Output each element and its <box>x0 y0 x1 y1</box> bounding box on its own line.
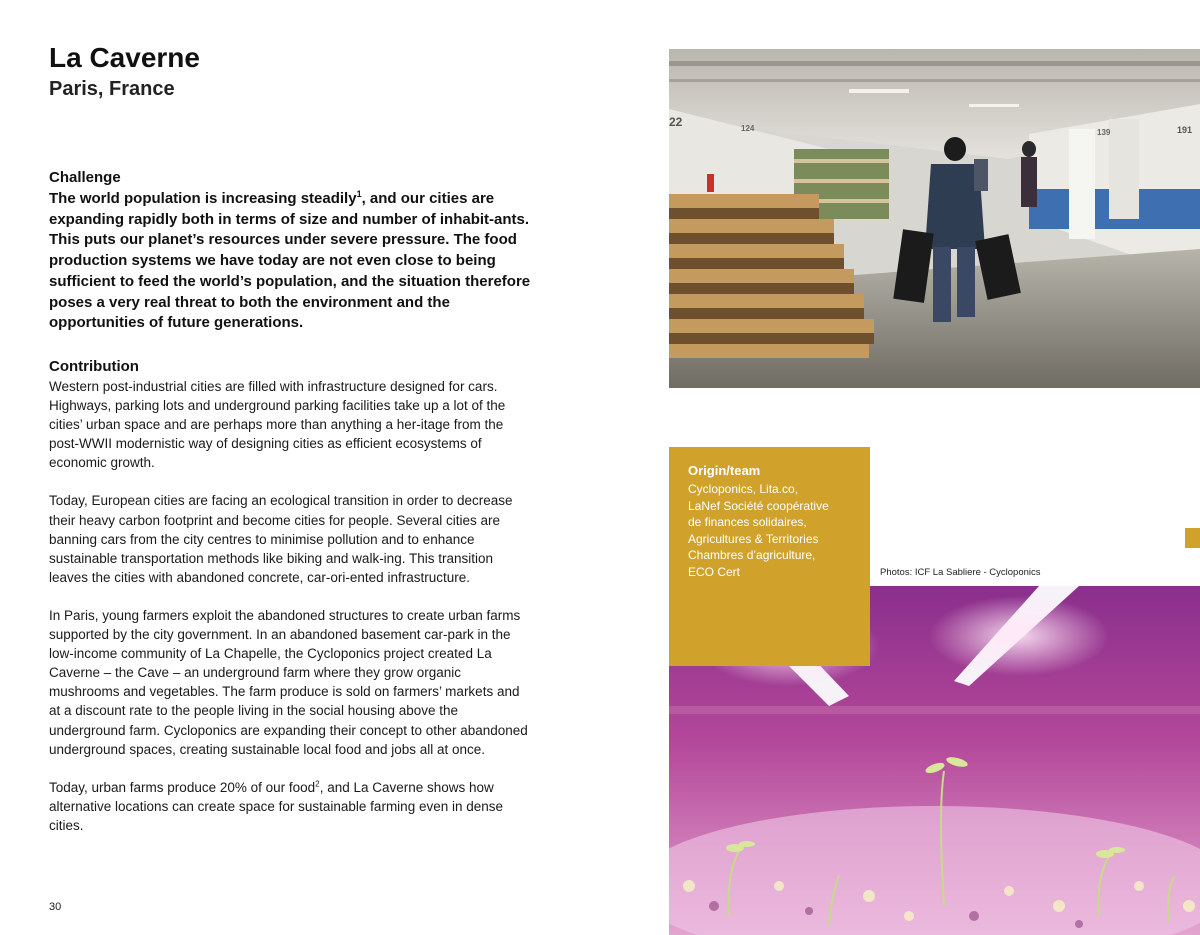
contribution-heading: Contribution <box>49 358 139 375</box>
origin-team-box <box>669 447 870 666</box>
challenge-text-start: The world population is increasing steadily <box>49 190 357 207</box>
contribution-paragraph-2: Today, European cities are facing an ecological transition in order to decrease their heavy carbon footprint and become cities for people. Several cities are banning cars from the city centres to minimise pollution and to enhance sustainable transportation methods like biking and walk-ing. This transition leaves the cities with abandoned concrete, car-ori-ented infrastructure. <box>49 493 513 585</box>
page-number: 30 <box>49 901 62 913</box>
team-member: de finances solidaires, <box>688 515 807 529</box>
contribution-paragraph-1: Western post-industrial cities are filled with infrastructure designed for cars. Highways, parking lots and underground parking facilities take up a lot of the cities’ urban space and are perhaps more than anything a her-itage from the post-WWII modernistic way of designing cities as efficient ecosystems of economic growth. <box>49 379 506 471</box>
underground-farm-illustration <box>669 49 1200 388</box>
parking-number-4: 191 <box>1177 125 1193 135</box>
team-member: Chambres d’agriculture, <box>688 548 816 562</box>
paragraph-4-start: Today, urban farms produce 20% of our food <box>49 779 316 795</box>
team-member: Cycloponics, Lita.co, <box>688 482 799 496</box>
team-member: ECO Cert <box>688 564 741 579</box>
parking-number-1: 22 <box>669 115 683 129</box>
challenge-text <box>49 189 534 334</box>
footnote-ref-1: 1 <box>356 189 362 199</box>
parking-number-3: 139 <box>1097 128 1111 137</box>
photo-underground-farm <box>669 49 1200 388</box>
footnote-ref-2: 2 <box>315 779 320 789</box>
photo-credit: Photos: ICF La Sabliere - Cycloponics <box>880 567 1041 578</box>
page-title: La Caverne <box>49 42 200 73</box>
origin-team-list <box>688 481 851 580</box>
origin-team-heading: Origin/team <box>688 463 761 478</box>
challenge-text-end: , and our cities are expanding rapidly both in terms of size and number of inhabit-ants. This puts our planet’s resources under severe pressure. The food production systems we have today are not even close to being sufficient to feed the world’s population, and the situation therefore poses a very real threat to both the environment and the opportunities of future generations. <box>49 190 531 332</box>
challenge-heading: Challenge <box>49 169 121 186</box>
contribution-text <box>49 377 534 854</box>
page-subtitle: Paris, France <box>49 78 175 100</box>
paragraph-4-end: , and La Caverne shows how alternative locations can create space for sustainable farming even in dense cities. <box>49 779 504 833</box>
team-member: Agricultures & Territories <box>688 531 819 546</box>
contribution-paragraph-3: In Paris, young farmers exploit the abandoned structures to create urban farms supported by the city government. In an abandoned basement car-park in the low-income community of La Chapelle, the Cycloponics project created La Caverne – the Cave – an underground farm where they grow organic mushrooms and vegetables. The farm produce is sold on farmers’ markets and at a discount rate to the people living in the social housing above the underground farm. Cycloponics are expanding their concept to other abandoned underground spaces, creating sustainable local food and jobs all at once. <box>49 607 528 757</box>
accent-tab <box>1185 528 1200 548</box>
team-member: LaNef Société coopérative <box>688 498 829 513</box>
contribution-paragraph-4 <box>49 778 534 835</box>
parking-number-2: 124 <box>741 124 755 133</box>
